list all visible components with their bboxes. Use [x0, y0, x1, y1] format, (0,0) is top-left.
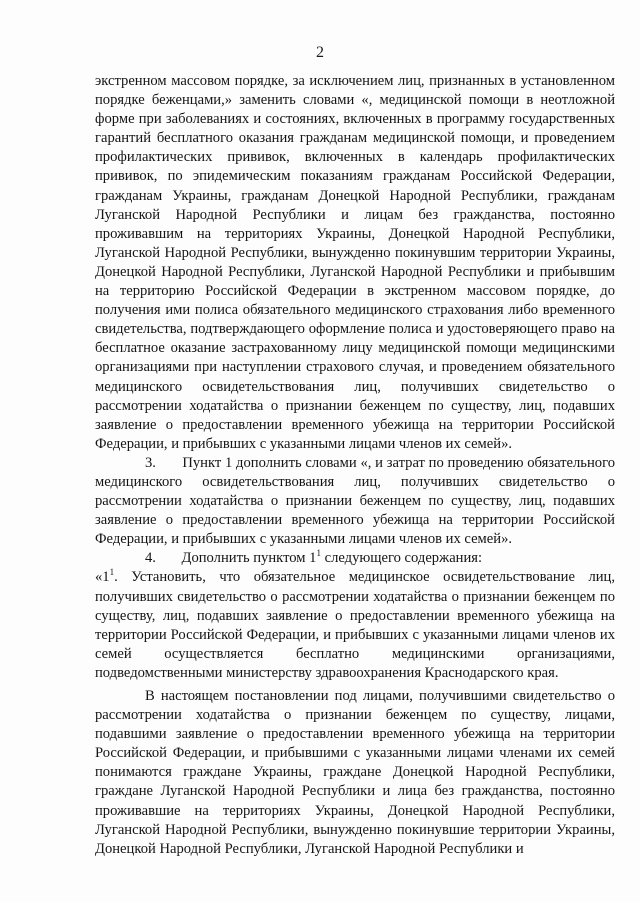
item-text-4-sup: 1 [316, 548, 321, 559]
item-number-4: 4. [145, 550, 156, 567]
paragraph-item-3 [95, 454, 615, 549]
paragraph-definitions: В настоящем постановлении под лицами, получившими свидетельство о рассмотрении ходатайства о признании беженцем по существу, лицами, подавшими заявление о предоставлении временного убежища на территории Российской Федерации, и прибывшими с указанными лицами членами их семей понимаются граждане Украины, граждане Донецкой Народной Республики, граждане Луганской Народной Республики и лица без гражданства, постоянно проживавшие на территориях Украины, Донецкой Народной Республики, Луганской Народной Республики, вынужденно покинувшие территории Украины, Донецкой Народной Республики, Луганской Народной Республики и [95, 688, 615, 857]
item-number-3: 3. [145, 454, 156, 471]
item-text-4-post: следующего содержания: [320, 550, 483, 567]
paragraph-new-clause [95, 568, 615, 683]
item-text-3: Пункт 1 дополнить словами «, и затрат по проведению обязательного медицинского освидетельствования лиц, получивших свидетельство о рассмотрении ходатайства о признании беженцем по существу, лиц, подавших заявление о предоставлении временного убежища на территории Российской Федерации, и прибывших с указанными лицами членов их семей». [95, 454, 615, 548]
paragraph-continuation: экстренном массовом порядке, за исключением лиц, признанных в установленном порядке беженцами,» заменить словами «, медицинской помощи в неотложной форме при заболеваниях и состояниях, включенных в программу государственных гарантий бесплатного оказания гражданам медицинской помощи, и проведением профилактических прививок, включенных в календарь профилактических прививок, по эпидемическим показаниям гражданам Российской Федерации, гражданам Украины, гражданам Донецкой Народной Республики, гражданам Луганской Народной Республики и лицам без гражданства, постоянно проживавшим на территориях Украины, Донецкой Народной Республики, Луганской Народной Республики, вынужденно покинувшим территории Украины, Донецкой Народной Республики, Луганской Народной Республики и прибывшим на территорию Российской Федерации в экстренном массовом порядке, до получения ими полиса обязательного медицинского страхования либо временного свидетельства, подтверждающего оформление полиса и удостоверяющего право на бесплатное оказание застрахованному лицу медицинской помощи медицинскими организациями при наступлении страхового случая, и проведением обязательного медицинского освидетельствования лиц, получивших свидетельство о рассмотрении ходатайства о признании беженцем по существу, лиц, подавших заявление о предоставлении временного убежища на территории Российской Федерации, и прибывших с указанными лицами членов их семей». [95, 73, 615, 452]
page-number: 2 [316, 44, 324, 61]
clause-text: . Установить, что обязательное медицинское освидетельствование лиц, получивших свидетельство о рассмотрении ходатайства о признании беженцем по существу, лиц, подавших заявление о предоставлении временного убежища на территории Российской Федерации, и прибывших с указанными лицами членов их семей осуществляется бесплатно медицинскими организациями, подведомственными министерству здравоохранения Краснодарского края. [95, 569, 615, 681]
clause-open: «1 [95, 569, 110, 586]
paragraph-item-4 [95, 549, 615, 568]
item-text-4-pre: Дополнить пунктом 1 [181, 550, 317, 567]
document-body [95, 72, 615, 859]
clause-sup: 1 [109, 567, 115, 578]
